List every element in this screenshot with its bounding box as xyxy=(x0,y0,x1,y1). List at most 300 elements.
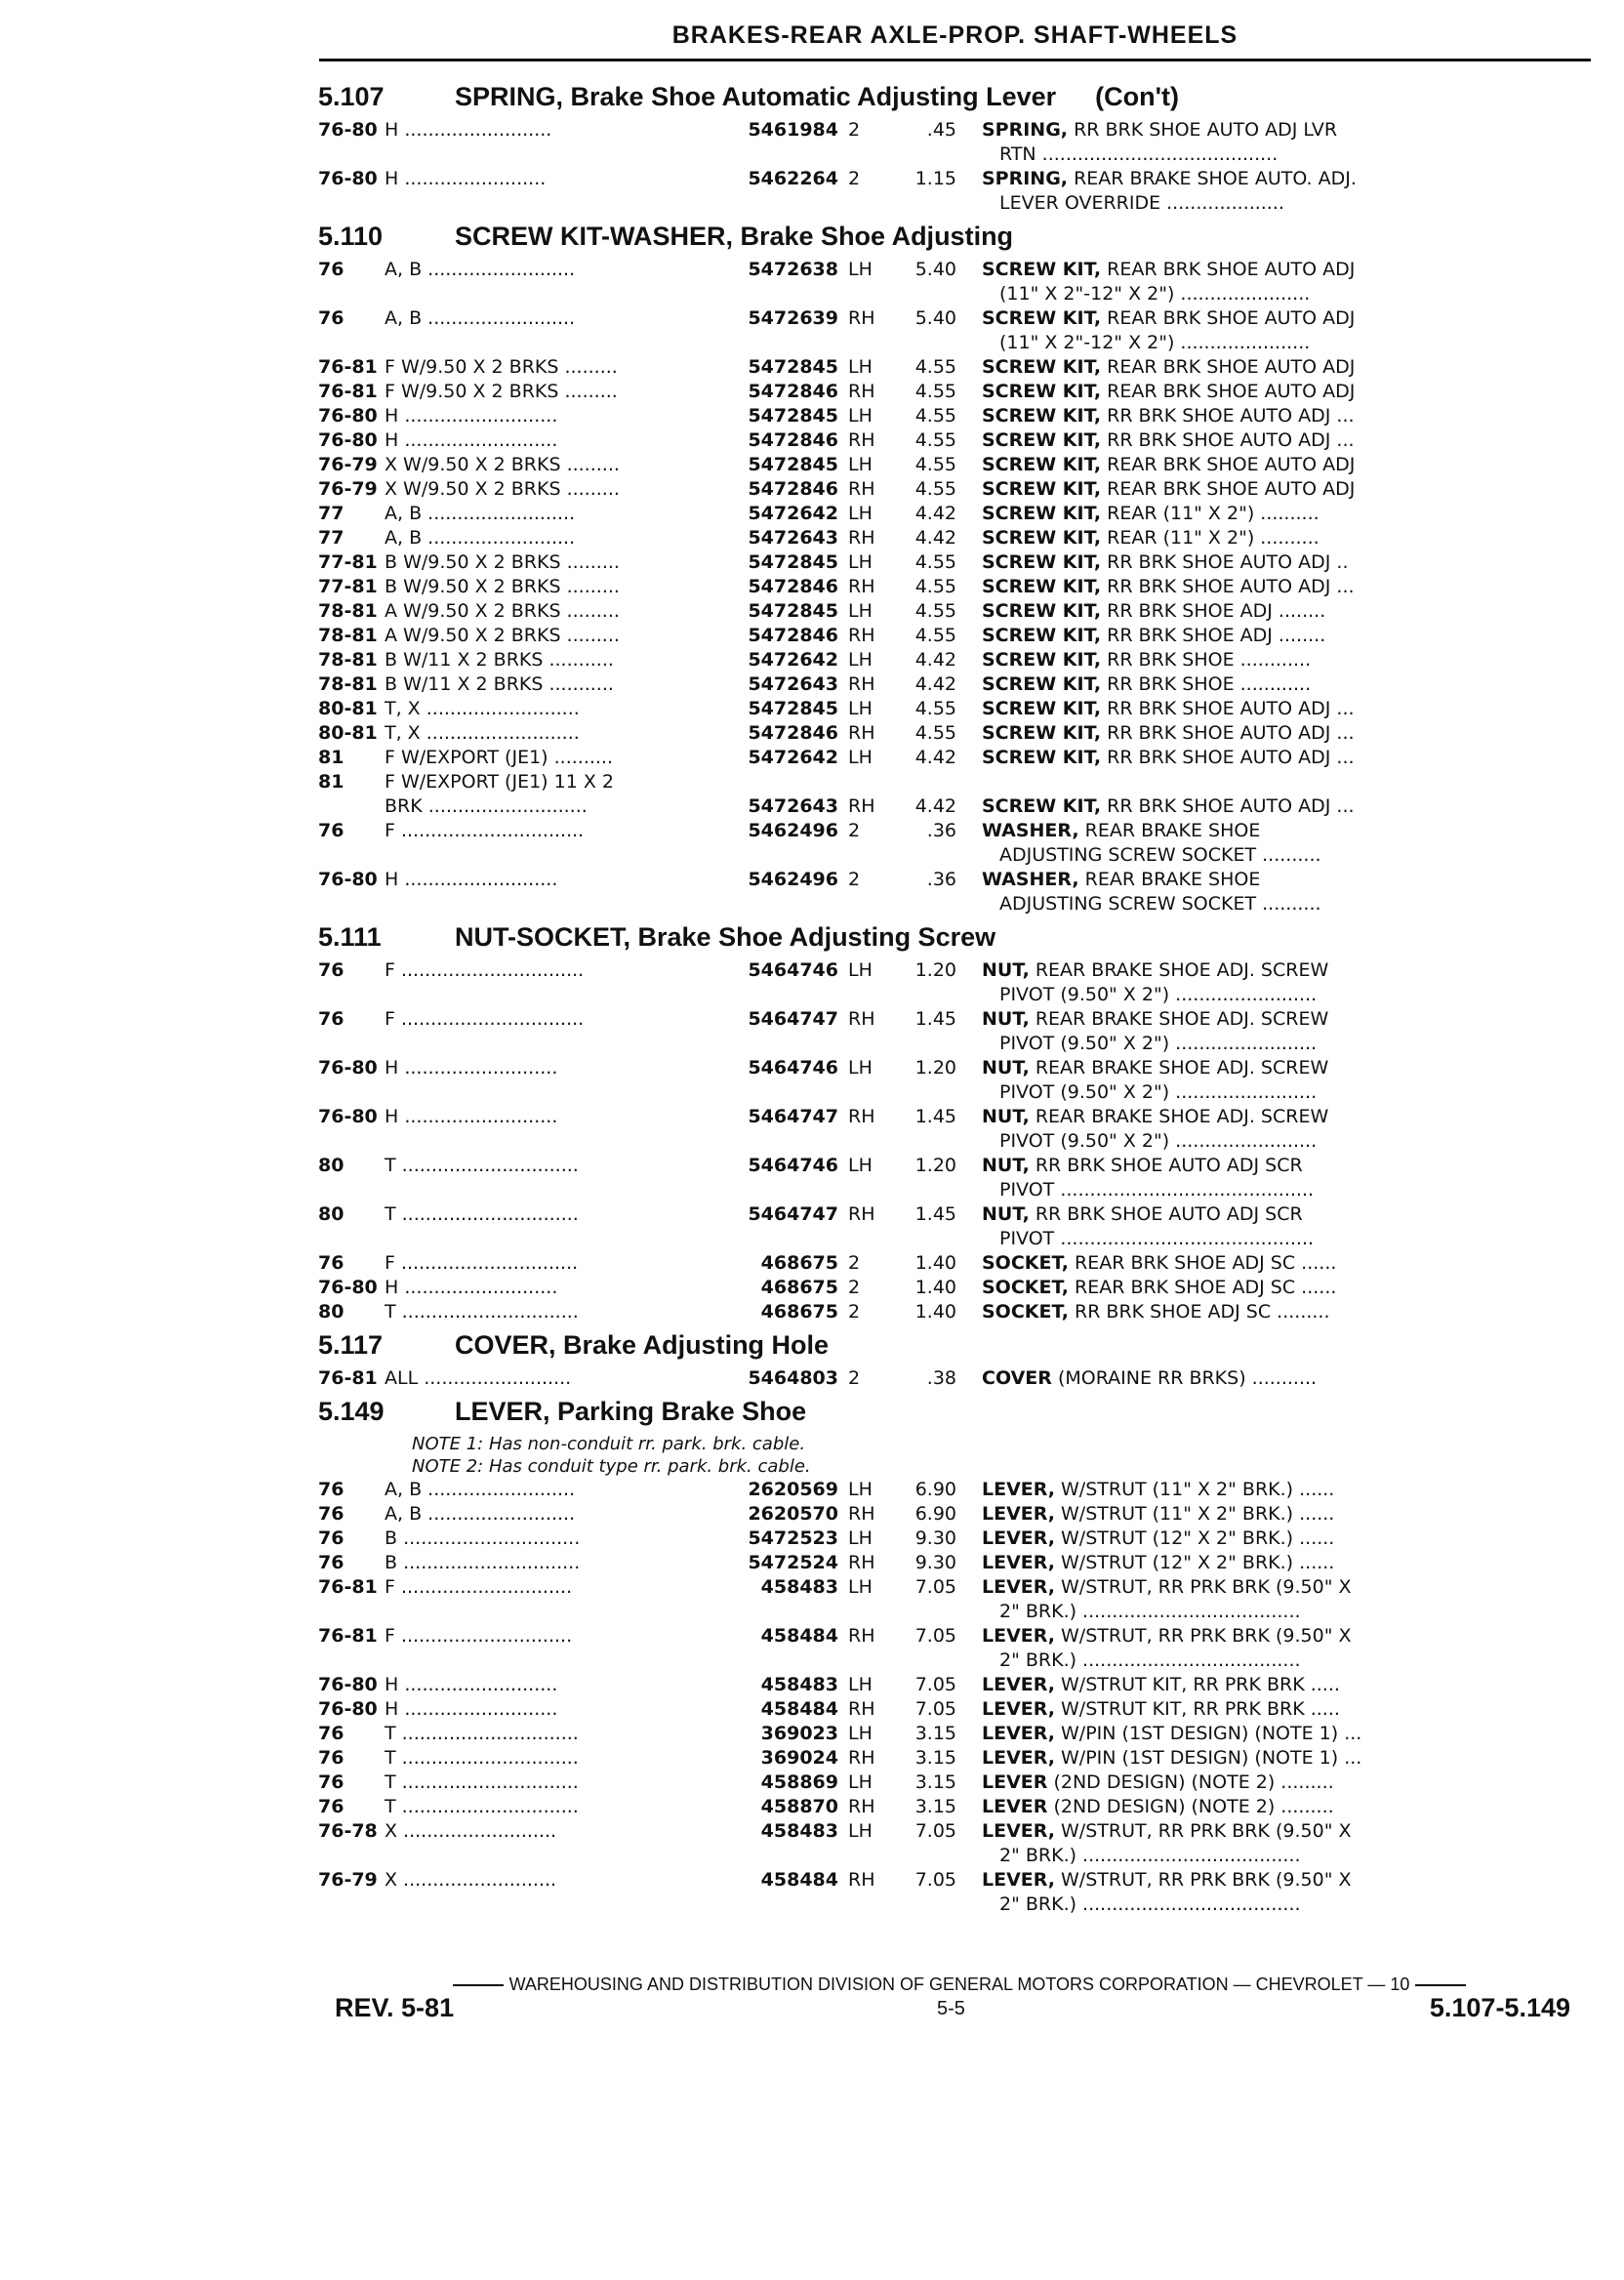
price: 4.55 xyxy=(914,381,956,402)
price: 6.90 xyxy=(914,1479,956,1500)
quantity: LH xyxy=(848,259,873,280)
part-number: 5462264 xyxy=(748,168,838,189)
description-line-1 xyxy=(982,1673,1593,1697)
part-number: 5472846 xyxy=(748,722,838,744)
quantity: LH xyxy=(848,1576,873,1598)
description-line-1 xyxy=(982,1868,1593,1893)
description xyxy=(982,550,1593,575)
part-number: 5472642 xyxy=(748,747,838,768)
description-text: (MORAINE RR BRKS) ........... xyxy=(1051,1367,1318,1389)
description-text: REAR BRAKE SHOE ADJ. SCREW xyxy=(1029,1008,1329,1030)
application: T .............................. xyxy=(385,1301,579,1323)
header-rule xyxy=(319,59,1591,61)
part-number: 5472845 xyxy=(748,698,838,719)
parts-row xyxy=(318,721,1593,746)
description-line-1 xyxy=(982,306,1593,331)
description-keyword: SOCKET, xyxy=(982,1301,1069,1323)
parts-row xyxy=(318,550,1593,575)
price: 5.40 xyxy=(914,259,956,280)
description-line-1 xyxy=(982,1819,1593,1844)
section-title: COVER, Brake Adjusting Hole xyxy=(455,1330,830,1360)
description xyxy=(982,1624,1593,1673)
application: F W/EXPORT (JE1) 11 X 2 xyxy=(385,771,614,793)
description-line-2: 2" BRK.) ..................................... xyxy=(999,1893,1301,1915)
description-text: W/STRUT (12" X 2" BRK.) ...... xyxy=(1054,1527,1335,1549)
description-text: RR BRK SHOE ............ xyxy=(1101,649,1312,671)
quantity: LH xyxy=(848,1155,873,1176)
description-line-1 xyxy=(982,1300,1593,1324)
description-line-1 xyxy=(982,697,1593,721)
description-text: W/STRUT, RR PRK BRK (9.50" X xyxy=(1054,1576,1352,1598)
parts-row xyxy=(318,1251,1593,1276)
description xyxy=(982,1868,1593,1917)
part-number: 5472846 xyxy=(748,625,838,646)
price: 4.55 xyxy=(914,478,956,500)
parts-row xyxy=(318,1746,1593,1771)
part-number: 5464746 xyxy=(748,1155,838,1176)
model-years: 76 xyxy=(318,959,345,981)
description-line-1 xyxy=(982,1771,1593,1795)
description-keyword: SCREW KIT, xyxy=(982,405,1102,427)
price: 4.55 xyxy=(914,551,956,573)
description xyxy=(982,404,1593,428)
description xyxy=(982,118,1593,167)
quantity: RH xyxy=(848,1625,875,1647)
description-line-2: RTN ........................................ xyxy=(999,143,1279,165)
application: T .............................. xyxy=(385,1796,579,1817)
description xyxy=(982,1527,1593,1551)
section-note: NOTE 1: Has non-conduit rr. park. brk. cable. xyxy=(412,1434,806,1454)
description-line-1 xyxy=(982,1527,1593,1551)
price: 1.20 xyxy=(914,1057,956,1079)
price: 4.55 xyxy=(914,454,956,475)
parts-row xyxy=(318,477,1593,502)
part-number: 5461984 xyxy=(748,119,838,141)
description-keyword: LEVER, xyxy=(982,1625,1055,1647)
description-line-1 xyxy=(982,428,1593,453)
quantity: LH xyxy=(848,454,873,475)
description-keyword: NUT, xyxy=(982,959,1030,981)
description-line-1 xyxy=(982,1575,1593,1600)
price: 1.20 xyxy=(914,959,956,981)
description-text: RR BRK SHOE ............ xyxy=(1101,673,1312,695)
model-years: 76 xyxy=(318,1723,345,1744)
quantity: RH xyxy=(848,1008,875,1030)
description-line-1 xyxy=(982,746,1593,770)
description xyxy=(982,1575,1593,1624)
description-keyword: SCREW KIT, xyxy=(982,307,1102,329)
description-line-1 xyxy=(982,1276,1593,1300)
parts-row xyxy=(318,502,1593,526)
price: 1.40 xyxy=(914,1277,956,1298)
description-text: W/STRUT, RR PRK BRK (9.50" X xyxy=(1054,1820,1352,1842)
part-number: 5472524 xyxy=(748,1552,838,1573)
part-number: 5472845 xyxy=(748,405,838,427)
description-keyword: SCREW KIT, xyxy=(982,722,1102,744)
quantity: RH xyxy=(848,527,875,549)
application: H .......................... xyxy=(385,1698,558,1720)
application: B W/9.50 X 2 BRKS ......... xyxy=(385,551,620,573)
description-line-1 xyxy=(982,1251,1593,1276)
description xyxy=(982,306,1593,355)
description-text: W/STRUT (11" X 2" BRK.) ...... xyxy=(1054,1479,1335,1500)
parts-row xyxy=(318,258,1593,306)
part-number: 5472846 xyxy=(748,576,838,597)
description-text: RR BRK SHOE AUTO ADJ ... xyxy=(1101,795,1355,817)
quantity: RH xyxy=(848,1106,875,1127)
model-years: 76 xyxy=(318,1771,345,1793)
description-line-1 xyxy=(982,1105,1593,1129)
description-text: REAR BRAKE SHOE ADJ. SCREW xyxy=(1029,1106,1329,1127)
price: 4.42 xyxy=(914,527,956,549)
model-years: 78-81 xyxy=(318,649,378,671)
description-text: RR BRK SHOE AUTO ADJ ... xyxy=(1101,722,1355,744)
description-keyword: SCREW KIT, xyxy=(982,381,1102,402)
part-number: 458484 xyxy=(760,1698,838,1720)
price: 4.42 xyxy=(914,673,956,695)
application: T .............................. xyxy=(385,1155,579,1176)
application: F ............................... xyxy=(385,820,585,841)
model-years: 76-81 xyxy=(318,356,378,378)
description-text: W/STRUT (11" X 2" BRK.) ...... xyxy=(1054,1503,1335,1525)
description-keyword: SCREW KIT, xyxy=(982,356,1102,378)
description-line-2: PIVOT (9.50" X 2") ........................ xyxy=(999,984,1318,1005)
price: 3.15 xyxy=(914,1723,956,1744)
parts-row xyxy=(318,1502,1593,1527)
model-years: 76 xyxy=(318,1796,345,1817)
quantity: LH xyxy=(848,356,873,378)
part-number: 5472846 xyxy=(748,429,838,451)
application: A, B ......................... xyxy=(385,1503,576,1525)
parts-row xyxy=(318,648,1593,672)
application: H .......................... xyxy=(385,405,558,427)
price: 3.15 xyxy=(914,1796,956,1817)
model-years: 76 xyxy=(318,307,345,329)
description-line-1 xyxy=(982,502,1593,526)
description-text: W/STRUT KIT, RR PRK BRK ..... xyxy=(1054,1698,1340,1720)
model-years: 76-78 xyxy=(318,1820,378,1842)
parts-row xyxy=(318,1722,1593,1746)
quantity: RH xyxy=(848,625,875,646)
description-keyword: SCREW KIT, xyxy=(982,478,1102,500)
quantity: LH xyxy=(848,1771,873,1793)
description xyxy=(982,1154,1593,1202)
price: 1.40 xyxy=(914,1252,956,1274)
parts-row xyxy=(318,794,1593,819)
quantity: 2 xyxy=(848,1367,861,1389)
footer-rule-right xyxy=(1415,1984,1466,1986)
quantity: 2 xyxy=(848,1301,861,1323)
application: B .............................. xyxy=(385,1527,581,1549)
section-heading xyxy=(318,216,1593,258)
description xyxy=(982,1722,1593,1746)
description xyxy=(982,624,1593,648)
description-text: W/STRUT KIT, RR PRK BRK ..... xyxy=(1054,1674,1340,1695)
model-years: 76-80 xyxy=(318,1106,378,1127)
description-text: W/STRUT, RR PRK BRK (9.50" X xyxy=(1054,1869,1352,1891)
part-number: 5472638 xyxy=(748,259,838,280)
application: F .............................. xyxy=(385,1252,579,1274)
part-number: 458483 xyxy=(760,1674,838,1695)
description-line-2: ADJUSTING SCREW SOCKET .......... xyxy=(999,844,1321,866)
description-line-2: (11" X 2"-12" X 2") ...................... xyxy=(999,332,1311,353)
section-number: 5.117 xyxy=(318,1330,384,1360)
description-keyword: SCREW KIT, xyxy=(982,259,1102,280)
quantity: 2 xyxy=(848,820,861,841)
quantity: 2 xyxy=(848,1277,861,1298)
description-keyword: SOCKET, xyxy=(982,1252,1069,1274)
part-number: 468675 xyxy=(760,1301,838,1323)
price: 3.15 xyxy=(914,1747,956,1769)
part-number: 5464747 xyxy=(748,1008,838,1030)
model-years: 81 xyxy=(318,747,345,768)
description-keyword: SCREW KIT, xyxy=(982,747,1102,768)
part-number: 5472643 xyxy=(748,795,838,817)
description xyxy=(982,746,1593,770)
part-number: 458869 xyxy=(760,1771,838,1793)
price: 4.42 xyxy=(914,747,956,768)
application: B .............................. xyxy=(385,1552,581,1573)
parts-row xyxy=(318,1771,1593,1795)
application: A, B ......................... xyxy=(385,307,576,329)
description-line-1 xyxy=(982,1478,1593,1502)
description-line-1 xyxy=(982,868,1593,892)
quantity: 2 xyxy=(848,168,861,189)
description-keyword: WASHER, xyxy=(982,820,1079,841)
description-line-1 xyxy=(982,819,1593,843)
quantity: RH xyxy=(848,576,875,597)
parts-row xyxy=(318,1202,1593,1251)
part-number: 458484 xyxy=(760,1869,838,1891)
model-years: 76-79 xyxy=(318,478,378,500)
parts-list xyxy=(318,76,1593,1917)
description-text: RR BRK SHOE AUTO ADJ LVR xyxy=(1068,119,1338,141)
quantity: LH xyxy=(848,1479,873,1500)
description-line-1 xyxy=(982,1154,1593,1178)
price: 7.05 xyxy=(914,1820,956,1842)
description-keyword: SCREW KIT, xyxy=(982,454,1102,475)
model-years: 77 xyxy=(318,503,345,524)
description-line-1 xyxy=(982,453,1593,477)
description xyxy=(982,428,1593,453)
part-number: 5472642 xyxy=(748,503,838,524)
description xyxy=(982,526,1593,550)
quantity xyxy=(848,770,893,794)
part-number: 5472845 xyxy=(748,356,838,378)
description-keyword: SCREW KIT, xyxy=(982,527,1102,549)
price: 9.30 xyxy=(914,1552,956,1573)
part-number: 5464746 xyxy=(748,1057,838,1079)
quantity: RH xyxy=(848,722,875,744)
parts-row xyxy=(318,624,1593,648)
description xyxy=(982,1366,1593,1391)
description-text: RR BRK SHOE AUTO ADJ ... xyxy=(1101,429,1355,451)
price: 1.40 xyxy=(914,1301,956,1323)
description-keyword: SCREW KIT, xyxy=(982,673,1102,695)
application: T, X .......................... xyxy=(385,722,580,744)
model-years: 76 xyxy=(318,1008,345,1030)
part-number: 5464747 xyxy=(748,1203,838,1225)
description-text: REAR BRK SHOE AUTO ADJ xyxy=(1101,381,1356,402)
description-line-1 xyxy=(982,1366,1593,1391)
description-keyword: NUT, xyxy=(982,1203,1030,1225)
description-keyword: LEVER, xyxy=(982,1698,1055,1720)
quantity: RH xyxy=(848,1747,875,1769)
description-text: REAR BRAKE SHOE ADJ. SCREW xyxy=(1029,959,1329,981)
price: .36 xyxy=(926,820,956,841)
quantity: RH xyxy=(848,1796,875,1817)
parts-row xyxy=(318,697,1593,721)
description-keyword: SPRING, xyxy=(982,168,1069,189)
description xyxy=(982,672,1593,697)
application: T, X .......................... xyxy=(385,698,580,719)
quantity: RH xyxy=(848,1503,875,1525)
quantity: LH xyxy=(848,551,873,573)
description-keyword: LEVER, xyxy=(982,1674,1055,1695)
description-line-1 xyxy=(982,477,1593,502)
quantity: 2 xyxy=(848,869,861,890)
description-keyword: LEVER, xyxy=(982,1820,1055,1842)
description-line-1 xyxy=(982,1795,1593,1819)
part-number: 5472643 xyxy=(748,527,838,549)
part-number: 2620569 xyxy=(748,1479,838,1500)
price: 4.55 xyxy=(914,405,956,427)
description-keyword: LEVER, xyxy=(982,1723,1055,1744)
section-heading xyxy=(318,1324,1593,1366)
description-text: REAR BRK SHOE AUTO ADJ xyxy=(1101,307,1356,329)
description-line-1 xyxy=(982,526,1593,550)
parts-row xyxy=(318,958,1593,1007)
price: 7.05 xyxy=(914,1698,956,1720)
description xyxy=(982,1276,1593,1300)
model-years: 77-81 xyxy=(318,576,378,597)
section-title-suffix: (Con't) xyxy=(1095,82,1180,111)
description-keyword: LEVER, xyxy=(982,1552,1055,1573)
description-text: W/PIN (1ST DESIGN) (NOTE 1) ... xyxy=(1054,1747,1362,1769)
description xyxy=(982,648,1593,672)
description xyxy=(982,502,1593,526)
part-number: 458483 xyxy=(760,1820,838,1842)
description xyxy=(982,868,1593,916)
quantity: RH xyxy=(848,478,875,500)
description-text: REAR BRAKE SHOE AUTO. ADJ. xyxy=(1068,168,1357,189)
page-number: 5-5 xyxy=(937,1998,965,2019)
model-years: 76 xyxy=(318,1479,345,1500)
part-number: 5472643 xyxy=(748,673,838,695)
model-years: 76-80 xyxy=(318,405,378,427)
parts-row xyxy=(318,1366,1593,1391)
application: H .......................... xyxy=(385,1674,558,1695)
section-number: 5.149 xyxy=(318,1397,385,1426)
model-years: 77-81 xyxy=(318,551,378,573)
model-years: 80 xyxy=(318,1301,345,1323)
parts-row xyxy=(318,575,1593,599)
description-keyword: SCREW KIT, xyxy=(982,551,1102,573)
page-header-title: BRAKES-REAR AXLE-PROP. SHAFT-WHEELS xyxy=(671,21,1238,49)
parts-row xyxy=(318,672,1593,697)
parts-row xyxy=(318,1575,1593,1624)
part-number: 5472845 xyxy=(748,454,838,475)
description-text: REAR BRAKE SHOE xyxy=(1078,869,1261,890)
quantity: RH xyxy=(848,1552,875,1573)
description-text: W/PIN (1ST DESIGN) (NOTE 1) ... xyxy=(1054,1723,1362,1744)
description xyxy=(982,167,1593,216)
description-text: REAR BRK SHOE AUTO ADJ xyxy=(1101,259,1356,280)
description-text: RR BRK SHOE AUTO ADJ ... xyxy=(1101,405,1355,427)
description xyxy=(982,770,1593,794)
parts-row xyxy=(318,355,1593,380)
quantity: RH xyxy=(848,429,875,451)
price: .38 xyxy=(926,1367,956,1389)
quantity: LH xyxy=(848,1674,873,1695)
description-keyword: SCREW KIT, xyxy=(982,698,1102,719)
description-text: W/STRUT, RR PRK BRK (9.50" X xyxy=(1054,1625,1352,1647)
footer-division: WAREHOUSING AND DISTRIBUTION DIVISION OF GENERAL MOTORS CORPORATION — CHEVROLET — 10 xyxy=(508,1975,1410,1994)
application: H .......................... xyxy=(385,1106,558,1127)
part-number: 5472846 xyxy=(748,478,838,500)
part-number: 458483 xyxy=(760,1576,838,1598)
description-line-1 xyxy=(982,380,1593,404)
description-line-2: 2" BRK.) ..................................... xyxy=(999,1601,1301,1622)
price: 4.55 xyxy=(914,698,956,719)
parts-row xyxy=(318,1697,1593,1722)
part-number xyxy=(729,770,848,794)
description-keyword: NUT, xyxy=(982,1155,1030,1176)
parts-row xyxy=(318,1105,1593,1154)
description-line-2: LEVER OVERRIDE .................... xyxy=(999,192,1284,214)
quantity: LH xyxy=(848,649,873,671)
description xyxy=(982,1105,1593,1154)
description-line-1 xyxy=(982,1746,1593,1771)
application: F W/9.50 X 2 BRKS ......... xyxy=(385,356,618,378)
parts-row xyxy=(318,1154,1593,1202)
description-line-1 xyxy=(982,167,1593,191)
description-keyword: LEVER, xyxy=(982,1503,1055,1525)
description-line-1 xyxy=(982,599,1593,624)
part-number: 5472845 xyxy=(748,600,838,622)
price: .45 xyxy=(926,119,956,141)
parts-row xyxy=(318,428,1593,453)
quantity: LH xyxy=(848,959,873,981)
quantity: RH xyxy=(848,381,875,402)
description xyxy=(982,575,1593,599)
description-keyword: SCREW KIT, xyxy=(982,649,1102,671)
description-keyword: LEVER, xyxy=(982,1747,1055,1769)
description xyxy=(982,1746,1593,1771)
description-line-2: PIVOT (9.50" X 2") ........................ xyxy=(999,1033,1318,1054)
description-line-1 xyxy=(982,258,1593,282)
price: 6.90 xyxy=(914,1503,956,1525)
parts-row xyxy=(318,868,1593,916)
price: 9.30 xyxy=(914,1527,956,1549)
quantity: RH xyxy=(848,1203,875,1225)
application: F W/EXPORT (JE1) .......... xyxy=(385,747,614,768)
description-keyword: COVER xyxy=(982,1367,1052,1389)
description-keyword: LEVER, xyxy=(982,1869,1055,1891)
section-note: NOTE 2: Has conduit type rr. park. brk. cable. xyxy=(412,1456,811,1477)
description-text: RR BRK SHOE ADJ SC ......... xyxy=(1068,1301,1330,1323)
description-text: REAR BRK SHOE AUTO ADJ xyxy=(1101,478,1356,500)
application: A, B ......................... xyxy=(385,527,576,549)
application: H .......................... xyxy=(385,1277,558,1298)
description xyxy=(982,1202,1593,1251)
description-line-1 xyxy=(982,721,1593,746)
part-number: 5472845 xyxy=(748,551,838,573)
description-text: RR BRK SHOE AUTO ADJ .. xyxy=(1101,551,1349,573)
quantity: LH xyxy=(848,503,873,524)
description-text: RR BRK SHOE AUTO ADJ ... xyxy=(1101,747,1355,768)
description-keyword: NUT, xyxy=(982,1057,1030,1079)
